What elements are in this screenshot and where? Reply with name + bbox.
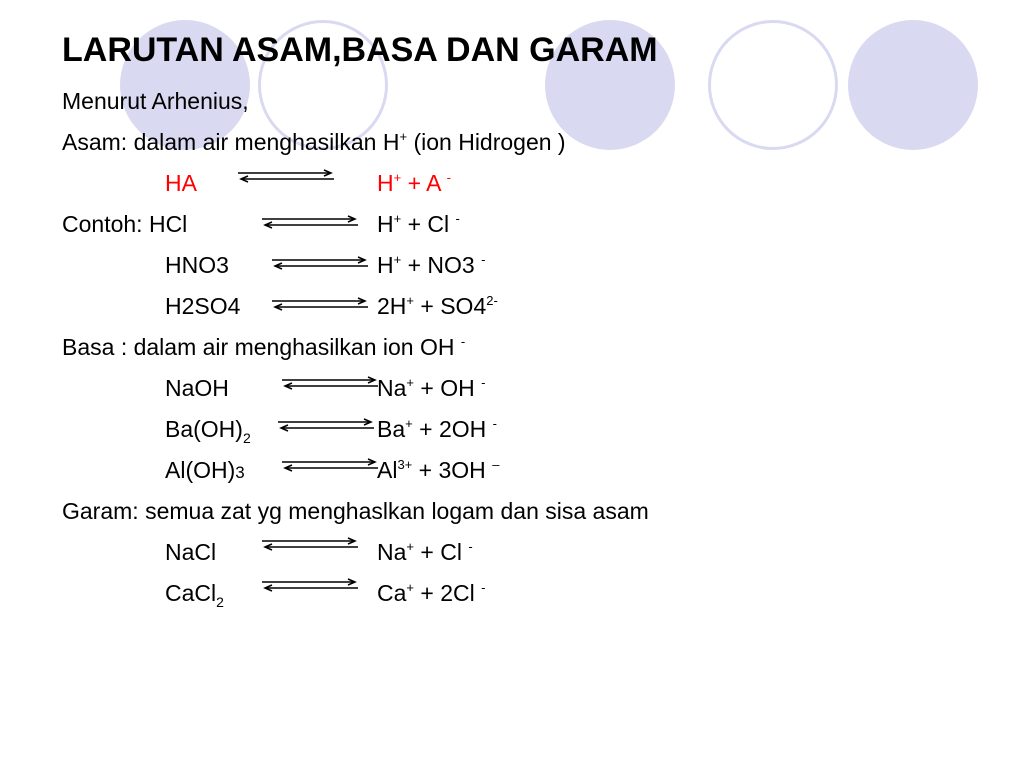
equilibrium-arrow-icon bbox=[262, 215, 358, 229]
product: Na+ + OH - bbox=[377, 375, 486, 401]
product: Na+ + Cl - bbox=[377, 539, 473, 565]
intro-line bbox=[62, 86, 249, 116]
basa-definition: Basa : dalam air menghasilkan ion OH - bbox=[62, 334, 466, 360]
equilibrium-arrow-icon bbox=[238, 169, 334, 183]
asam-definition bbox=[62, 127, 566, 157]
asam-sup: + bbox=[399, 129, 408, 144]
reactant: H2SO4 bbox=[165, 293, 241, 319]
contoh-label: Contoh: HCl bbox=[62, 211, 188, 237]
reactant: $Ba(OH)_2$ bbox=[165, 416, 251, 446]
reactant: HA bbox=[165, 170, 197, 196]
decor-ring-2 bbox=[708, 20, 838, 150]
product: Ba+ + 2OH - bbox=[377, 416, 497, 442]
reactant: NaOH bbox=[165, 375, 229, 401]
equilibrium-arrow-icon bbox=[272, 256, 368, 270]
equilibrium-arrow-icon bbox=[278, 418, 374, 432]
garam-definition: Garam: semua zat yg menghaslkan logam dan sisa asam bbox=[62, 498, 649, 524]
equilibrium-arrow-icon bbox=[282, 458, 378, 472]
slide-title: LARUTAN ASAM,BASA DAN GARAM bbox=[62, 31, 658, 69]
product: H+ + A - bbox=[377, 170, 451, 196]
intro-text: Menurut Arhenius, bbox=[62, 88, 249, 114]
product: H+ + NO3 - bbox=[377, 252, 486, 278]
product: H+ + Cl - bbox=[377, 211, 460, 237]
reactant: CaCl$_2$ bbox=[165, 580, 224, 610]
reactant: Al(OH)3 bbox=[165, 457, 245, 483]
reactant: NaCl bbox=[165, 539, 217, 565]
asam-text-b: (ion Hidrogen ) bbox=[407, 129, 566, 155]
equilibrium-arrow-icon bbox=[262, 578, 358, 592]
decor-circle-3 bbox=[848, 20, 978, 150]
product: Ca+ + 2Cl - bbox=[377, 580, 486, 606]
product: $2H^+ + SO4^{2-}$ bbox=[377, 293, 498, 319]
product: $Al^{3+} + 3OH$ – bbox=[377, 457, 500, 483]
equilibrium-arrow-icon bbox=[262, 537, 358, 551]
reactant: HNO3 bbox=[165, 252, 229, 278]
equilibrium-arrow-icon bbox=[272, 297, 368, 311]
asam-text-a: Asam: dalam air menghasilkan H bbox=[62, 129, 400, 155]
equilibrium-arrow-icon bbox=[282, 376, 378, 390]
